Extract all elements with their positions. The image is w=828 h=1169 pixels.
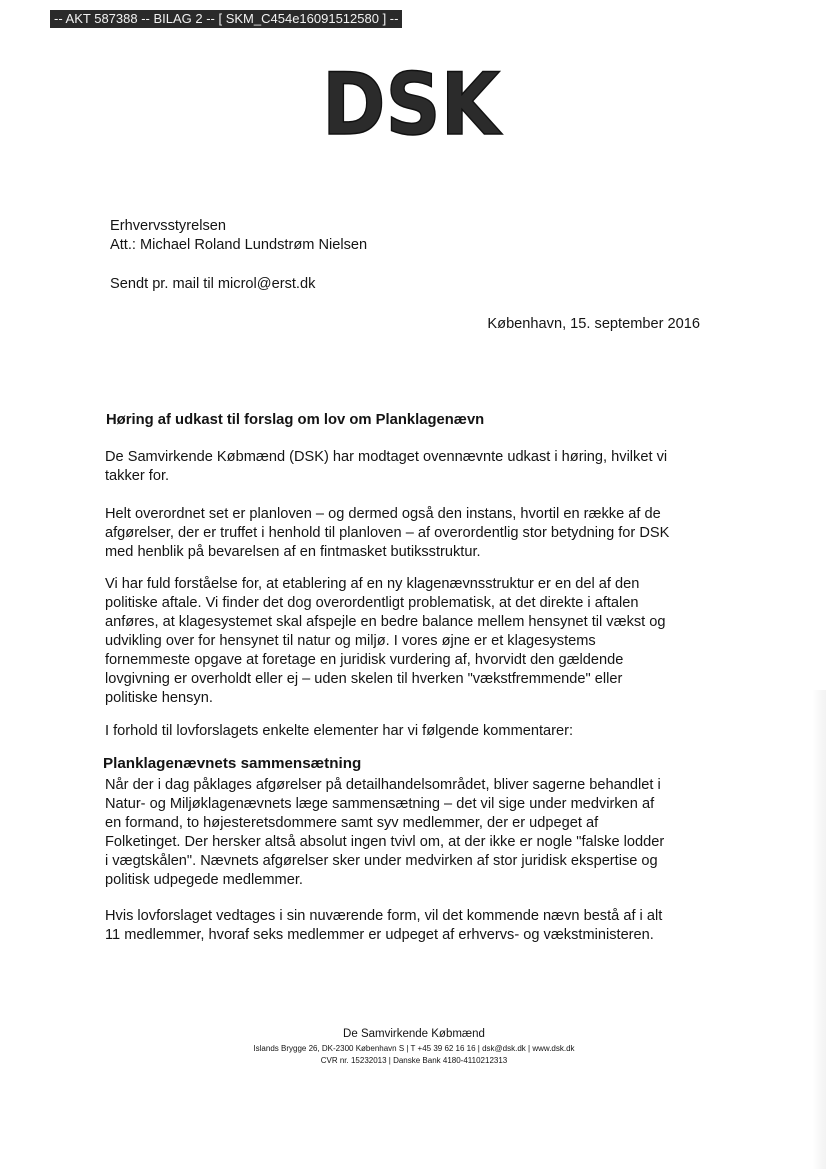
sent-line: Sendt pr. mail til microl@erst.dk xyxy=(110,276,316,292)
recipient-att: Att.: Michael Roland Lundstrøm Nielsen xyxy=(110,237,368,253)
letter-subject: Høring af udkast til forslag om lov om Planklagenævn xyxy=(106,412,485,428)
paragraph-line: afgørelser, der er truffet i henhold til planloven – af overordentlig stor betydning for DSK xyxy=(105,525,670,541)
footer-address: Islands Brygge 26, DK-2300 København S | T +45 39 62 16 16 | dsk@dsk.dk | www.dsk.dk xyxy=(253,1044,575,1053)
paragraph-planloven xyxy=(105,505,705,562)
paragraph-klagenaevn xyxy=(105,575,705,708)
dsk-logo xyxy=(318,60,504,148)
paragraph-line: Folketinget. Der hersker altså absolut ingen tvivl om, at der ikke er nogle "falske lodder xyxy=(105,834,665,850)
paragraph-line: Vi har fuld forståelse for, at etablering af en ny klagenævnsstruktur er en del af den xyxy=(105,576,640,592)
paragraph-line: i vægtskålen". Nævnets afgørelser sker under medvirken af stor juridisk ekspertise og xyxy=(105,853,658,869)
paragraph-line: anføres, at klagesystemet skal afspejle en bedre balance mellem hensynet til vækst og xyxy=(105,614,666,630)
paragraph-line: med henblik på bevarelsen af en fintmasket butiksstruktur. xyxy=(105,544,481,560)
paragraph-line: takker for. xyxy=(105,468,170,484)
paragraph-line: De Samvirkende Købmænd (DSK) har modtaget ovennævnte udkast i høring, hvilket vi xyxy=(105,449,668,465)
paragraph-new-board xyxy=(105,907,705,945)
paragraph-line: Hvis lovforslaget vedtages i sin nuværende form, vil det kommende nævn bestå af i alt xyxy=(105,908,663,924)
section-title: Planklagenævnets sammensætning xyxy=(103,755,362,772)
paragraph-line: politisk udpegede medlemmer. xyxy=(105,872,303,888)
paragraph-comments-intro xyxy=(105,722,705,741)
paragraph-line: fornemmeste opgave at foretage en juridisk vurdering af, hvorvidt den gældende xyxy=(105,652,624,668)
paragraph-line: Helt overordnet set er planloven – og dermed også den instans, hvortil en række af de xyxy=(105,506,661,522)
scan-shadow xyxy=(812,690,826,1169)
paragraph-line: en formand, to højesteretsdommere samt syv medlemmer, der er udpeget af xyxy=(105,815,599,831)
paragraph-line: 11 medlemmer, hvoraf seks medlemmer er udpeget af erhvervs- og vækstministeren. xyxy=(105,927,654,943)
logo-text: DSK xyxy=(322,60,503,148)
paragraph-line: Natur- og Miljøklagenævnets læge sammensætning – det vil sige under medvirken af xyxy=(105,796,655,812)
footer-cvr: CVR nr. 15232013 | Danske Bank 4180-4110212313 xyxy=(320,1056,508,1065)
scan-header-stamp: -- AKT 587388 -- BILAG 2 -- [ SKM_C454e16091512580 ] -- xyxy=(50,10,402,28)
paragraph-intro xyxy=(105,448,705,486)
dsk-logo-graphic xyxy=(318,60,504,148)
recipient-address xyxy=(110,217,367,255)
paragraph-line: I forhold til lovforslagets enkelte elementer har vi følgende kommentarer: xyxy=(105,723,574,739)
date-line: København, 15. september 2016 xyxy=(487,316,700,332)
paragraph-line: lovgivning er overholdt eller ej – uden skelen til hverken "vækstfremmende" eller xyxy=(105,671,623,687)
paragraph-composition xyxy=(105,776,705,890)
paragraph-line: udvikling over for hensynet til natur og miljø. I vores øjne er et klagesystems xyxy=(105,633,596,649)
footer-org: De Samvirkende Købmænd xyxy=(343,1028,485,1040)
paragraph-line: Når der i dag påklages afgørelser på detailhandelsområdet, bliver sagerne behandlet i xyxy=(105,777,661,793)
paragraph-line: politiske aftale. Vi finder det dog overordentligt problematisk, at det direkte i aftalen xyxy=(105,595,639,611)
paragraph-line: politiske hensyn. xyxy=(105,690,213,706)
recipient-org: Erhvervsstyrelsen xyxy=(110,218,226,234)
